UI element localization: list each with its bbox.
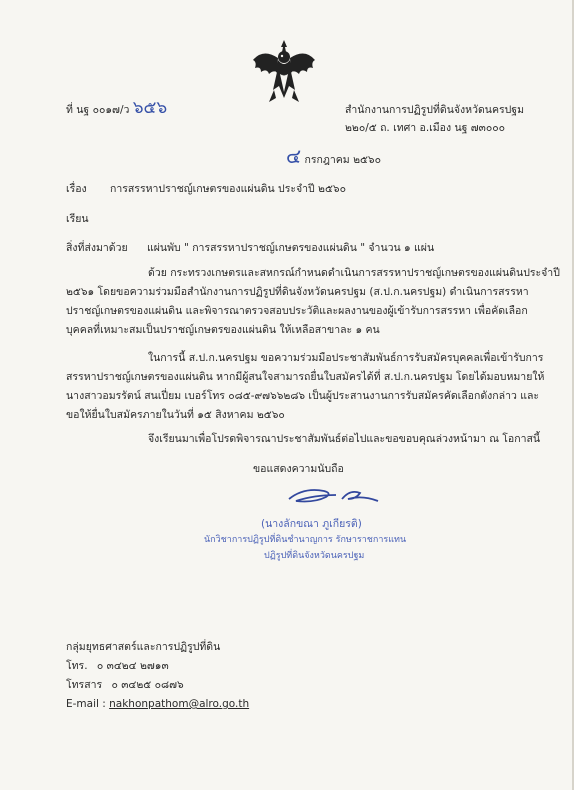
signer-name: (นางลักขณา ภูเกียรติ) bbox=[261, 518, 362, 530]
garuda-emblem bbox=[249, 38, 319, 108]
date-month-year: กรกฎาคม ๒๕๖๐ bbox=[304, 154, 382, 166]
tel-label: โทร. bbox=[66, 660, 88, 672]
signer-position-line-2: ปฏิรูปที่ดินจังหวัดนครปฐม bbox=[264, 551, 365, 561]
subject-text: การสรรหาปราชญ์เกษตรของแผ่นดิน ประจำปี ๒๕๖๐ bbox=[110, 183, 346, 195]
footer-fax bbox=[66, 678, 184, 692]
fax-number: ๐ ๓๔๒๕ ๐๘๗๖ bbox=[111, 679, 184, 691]
to-label: เรียน bbox=[66, 213, 89, 225]
doc-number bbox=[66, 98, 168, 118]
office-address: ๒๒๐/๕ ถ. เทศา อ.เมือง นฐ ๗๓๐๐๐ bbox=[345, 122, 506, 134]
paragraph-1-line: ๒๕๖๑ โดยขอความร่วมมือสำนักงานการปฏิรูปที่ดินจังหวัดนครปฐม (ส.ป.ก.นครปฐม) ดำเนินการสรรหา bbox=[66, 286, 529, 298]
paragraph-2-line: สรรหาปราชญ์เกษตรของแผ่นดิน หากมีผู้สนใจสามารถยื่นใบสมัครได้ที่ ส.ป.ก.นครปฐม โดยได้มอบหมายให้ bbox=[66, 371, 545, 383]
paragraph-1-line: ด้วย กระทรวงเกษตรและสหกรณ์กำหนดดำเนินการสรรหาปราชญ์เกษตรของแผ่นดินประจำปี bbox=[148, 267, 560, 279]
paragraph-2 bbox=[66, 349, 544, 425]
email-link[interactable]: nakhonpathom@alro.go.th bbox=[109, 698, 250, 710]
signer-position-line-1: นักวิชาการปฏิรูปที่ดินชำนาญการ รักษาราชการแทน bbox=[204, 535, 407, 545]
footer-department: กลุ่มยุทธศาสตร์และการปฏิรูปที่ดิน bbox=[66, 641, 221, 653]
doc-number-prefix: ที่ นฐ ๐๐๑๗/ว bbox=[66, 104, 130, 116]
attachment-text: แผ่นพับ " การสรรหาปราชญ์เกษตรของแผ่นดิน " จำนวน ๑ แผ่น bbox=[147, 242, 435, 254]
document-date bbox=[286, 144, 382, 168]
tel-number: ๐ ๓๔๒๔ ๒๗๑๓ bbox=[96, 660, 169, 672]
email-label: E-mail : bbox=[66, 698, 106, 710]
paragraph-2-line: นางสาวอมรรัตน์ สนเปี่ยม เบอร์โทร ๐๘๕-๙๗๖๖๒๘๖ เป็นผู้ประสานงานการรับสมัครคัดเลือกดังกล่าว และ bbox=[66, 390, 540, 402]
footer-email bbox=[66, 697, 249, 711]
doc-number-handwritten: ๖๕๖ bbox=[132, 98, 168, 118]
paragraph-1-line: ปราชญ์เกษตรของแผ่นดิน และพิจารณาตรวจสอบประวัติและผลงานของผู้เข้ารับการสรรหา เพื่อคัดเลือก bbox=[66, 305, 528, 317]
paragraph-2-line: ขอให้ยื่นใบสมัครภายในวันที่ ๑๕ สิงหาคม ๒๕๖๐ bbox=[66, 409, 285, 421]
closing: ขอแสดงความนับถือ bbox=[253, 463, 344, 475]
handwritten-signature bbox=[284, 483, 384, 507]
attachment-label: สิ่งที่ส่งมาด้วย bbox=[66, 242, 128, 254]
footer-tel bbox=[66, 659, 169, 673]
subject-label: เรื่อง bbox=[66, 183, 87, 195]
paragraph-1-line: บุคคลที่เหมาะสมเป็นปราชญ์เกษตรของแผ่นดิน ให้เหลือสาขาละ ๑ คน bbox=[66, 324, 380, 336]
paragraph-2-line: ในการนี้ ส.ป.ก.นครปฐม ขอความร่วมมือประชาสัมพันธ์การรับสมัครบุคคลเพื่อเข้ารับการ bbox=[148, 352, 544, 364]
paragraph-1 bbox=[66, 264, 560, 340]
office-name: สำนักงานการปฏิรูปที่ดินจังหวัดนครปฐม bbox=[345, 104, 525, 116]
date-day-handwritten: ๔ bbox=[286, 144, 302, 168]
fax-label: โทรสาร bbox=[66, 679, 103, 691]
closing-request: จึงเรียนมาเพื่อโปรดพิจารณาประชาสัมพันธ์ต่อไปและขอขอบคุณล่วงหน้ามา ณ โอกาสนี้ bbox=[148, 433, 541, 445]
